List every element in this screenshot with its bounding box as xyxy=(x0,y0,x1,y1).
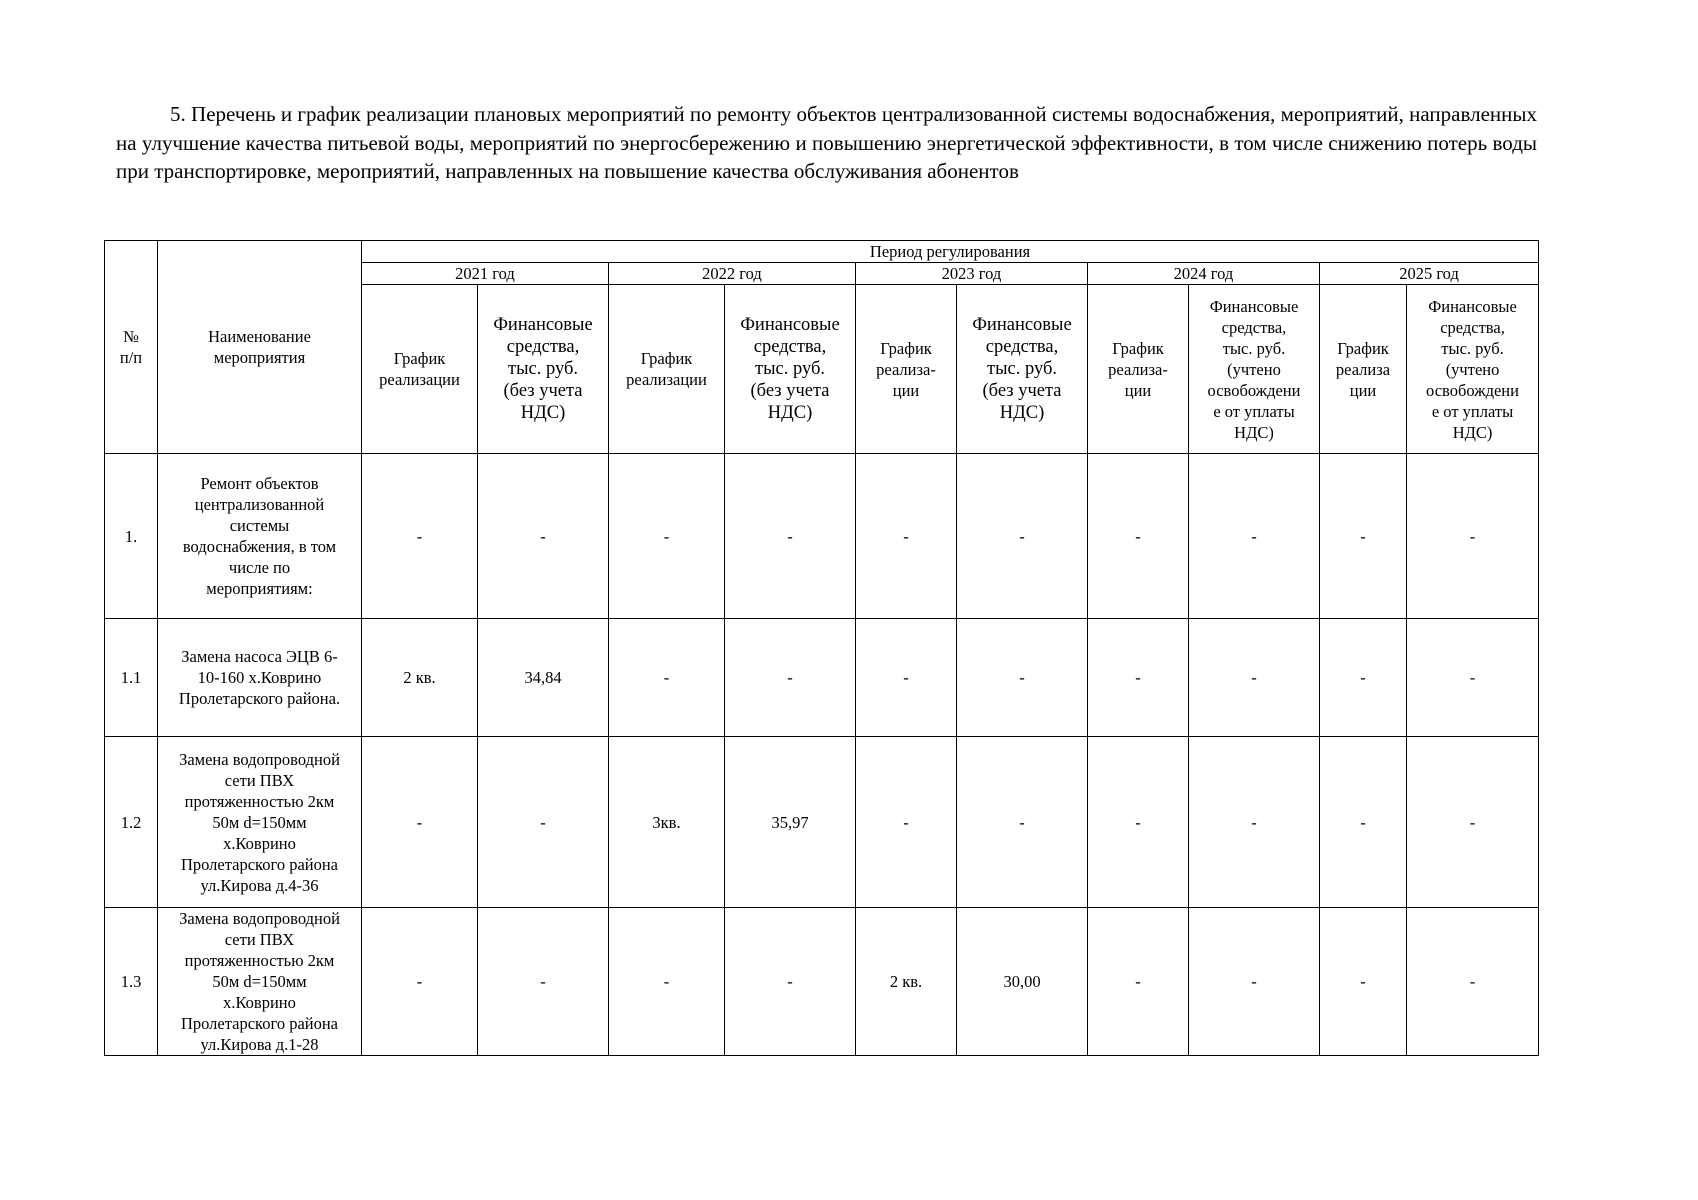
subheader-schedule: График реализа- ции xyxy=(1088,285,1189,454)
table-cell: - xyxy=(1407,737,1539,908)
table-cell: - xyxy=(1320,908,1407,1056)
col-header-name: Наименование мероприятия xyxy=(158,241,362,454)
table-cell: - xyxy=(1320,454,1407,619)
table-cell: - xyxy=(1189,454,1320,619)
subheader-finance: Финансовые средства, тыс. руб. (без учета НДС) xyxy=(957,285,1088,454)
table-cell: - xyxy=(478,737,609,908)
section-heading: 5. Перечень и график реализации плановых мероприятий по ремонту объектов централизованной системы водоснабжения, мероприятий, направленных на улучшение качества питьевой воды, мероприятий по энергосбережению и повышению энергетической эффективности, в том числе снижению потерь воды при транспортировке, мероприятий, направленных на повышение качества обслуживания абонентов xyxy=(116,102,1537,183)
table-cell: - xyxy=(1088,908,1189,1056)
table-cell: 30,00 xyxy=(957,908,1088,1056)
year-header: 2025 год xyxy=(1320,263,1539,285)
table-cell: - xyxy=(1088,737,1189,908)
table-cell: - xyxy=(362,908,478,1056)
table-cell: - xyxy=(1407,619,1539,737)
table-cell: 2 кв. xyxy=(362,619,478,737)
table-cell: - xyxy=(1088,619,1189,737)
year-header: 2021 год xyxy=(362,263,609,285)
table-cell: - xyxy=(362,737,478,908)
table-cell: - xyxy=(856,737,957,908)
year-header: 2024 год xyxy=(1088,263,1320,285)
row-name: Замена водопроводной сети ПВХ протяженностью 2км 50м d=150мм х.Коврино Пролетарского района ул.Кирова д.1-28 xyxy=(158,908,362,1056)
table-row xyxy=(105,908,1539,1056)
table-cell: - xyxy=(1088,454,1189,619)
row-name: Ремонт объектов централизованной системы водоснабжения, в том числе по мероприятиям: xyxy=(158,454,362,619)
table-cell: 35,97 xyxy=(725,737,856,908)
table-cell: - xyxy=(1189,619,1320,737)
row-number: 1. xyxy=(105,454,158,619)
table-row xyxy=(105,454,1539,619)
table-cell: - xyxy=(856,619,957,737)
table-cell: - xyxy=(856,454,957,619)
table-cell: - xyxy=(957,454,1088,619)
year-header: 2023 год xyxy=(856,263,1088,285)
subheader-finance: Финансовые средства, тыс. руб. (без учета НДС) xyxy=(478,285,609,454)
header-row-period xyxy=(105,241,1539,263)
table-cell: - xyxy=(1320,619,1407,737)
subheader-schedule: График реализации xyxy=(362,285,478,454)
table-cell: - xyxy=(1407,908,1539,1056)
row-name: Замена водопроводной сети ПВХ протяженностью 2км 50м d=150мм х.Коврино Пролетарского района ул.Кирова д.4-36 xyxy=(158,737,362,908)
table-cell: - xyxy=(609,908,725,1056)
table-row xyxy=(105,619,1539,737)
row-name: Замена насоса ЭЦВ 6- 10-160 х.Коврино Пролетарского района. xyxy=(158,619,362,737)
subheader-finance: Финансовые средства, тыс. руб. (учтено освобождени е от уплаты НДС) xyxy=(1407,285,1539,454)
table-cell: 34,84 xyxy=(478,619,609,737)
subheader-schedule: График реализа ции xyxy=(1320,285,1407,454)
table-cell: - xyxy=(362,454,478,619)
table-cell: - xyxy=(1320,737,1407,908)
row-number: 1.3 xyxy=(105,908,158,1056)
subheader-finance: Финансовые средства, тыс. руб. (без учета НДС) xyxy=(725,285,856,454)
measures-table xyxy=(104,240,1539,1056)
table-cell: - xyxy=(1407,454,1539,619)
table-cell: - xyxy=(957,737,1088,908)
row-number: 1.2 xyxy=(105,737,158,908)
table-cell: - xyxy=(478,908,609,1056)
table-cell: - xyxy=(725,454,856,619)
table-row xyxy=(105,737,1539,908)
table-cell: - xyxy=(725,908,856,1056)
table-cell: - xyxy=(609,454,725,619)
table-cell: - xyxy=(609,619,725,737)
table-cell: - xyxy=(478,454,609,619)
subheader-finance: Финансовые средства, тыс. руб. (учтено освобождени е от уплаты НДС) xyxy=(1189,285,1320,454)
year-header: 2022 год xyxy=(609,263,856,285)
table-cell: - xyxy=(957,619,1088,737)
subheader-schedule: График реализации xyxy=(609,285,725,454)
table-cell: - xyxy=(1189,737,1320,908)
table-cell: 2 кв. xyxy=(856,908,957,1056)
table-cell: - xyxy=(725,619,856,737)
col-header-num: № п/п xyxy=(105,241,158,454)
period-header: Период регулирования xyxy=(362,241,1539,263)
row-number: 1.1 xyxy=(105,619,158,737)
subheader-schedule: График реализа- ции xyxy=(856,285,957,454)
table-cell: 3кв. xyxy=(609,737,725,908)
table-cell: - xyxy=(1189,908,1320,1056)
